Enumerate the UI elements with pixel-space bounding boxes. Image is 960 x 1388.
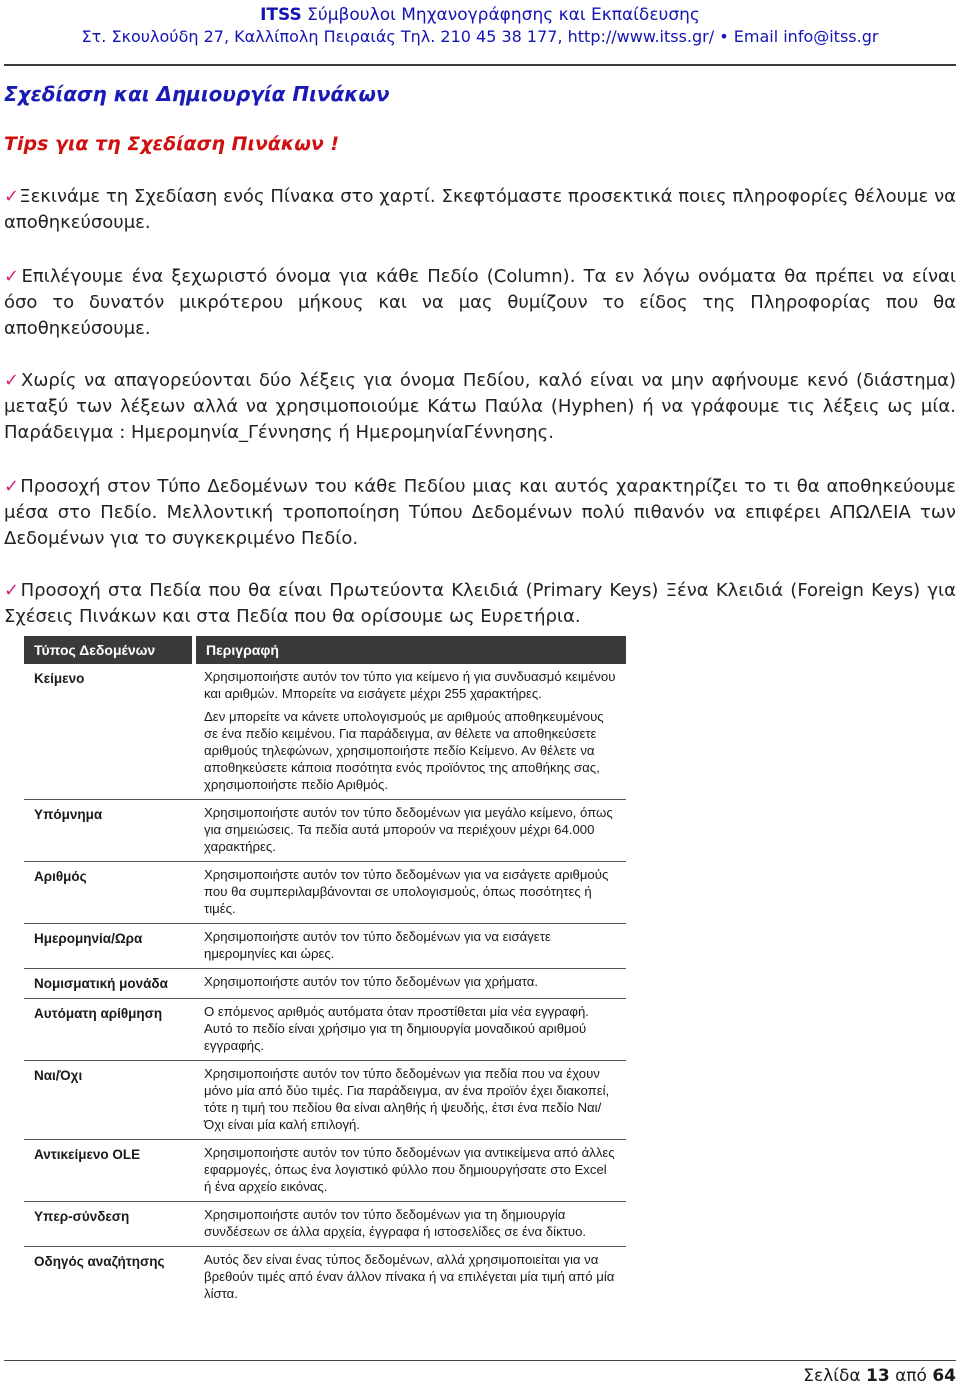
type-description bbox=[194, 1140, 626, 1202]
header-brand: ITSS bbox=[260, 5, 302, 25]
header-bullet: • bbox=[719, 27, 729, 46]
tip-paragraph bbox=[4, 368, 956, 446]
type-name: Νομισματική μονάδα bbox=[24, 969, 194, 999]
header-tagline: Σύμβουλοι Μηχανογράφησης και Εκπαίδευσης bbox=[307, 5, 700, 25]
type-description bbox=[194, 969, 626, 999]
type-description bbox=[194, 1202, 626, 1247]
section-subtitle: Tips για τη Σχεδίαση Πινάκων ! bbox=[4, 133, 340, 155]
tip-text: Χωρίς να απαγορεύονται δύο λέξεις για όνομα Πεδίου, καλό είναι να μην αφήνουμε κενό (διάστημα) μεταξύ των λέξεων αλλά να χρησιμοποιούμε Κάτω Παύλα (Hyphen) ή να γράφουμε τις λέξεις ως μία. Παράδειγμα : Ημερομηνία_Γέννησης ή ΗμερομηνίαΓέννησης. bbox=[4, 370, 956, 443]
tip-paragraph bbox=[4, 264, 956, 342]
table-row bbox=[24, 1061, 626, 1140]
type-name: Κείμενο bbox=[24, 664, 194, 800]
type-name: Υπόμνημα bbox=[24, 800, 194, 862]
column-header-type: Τύπος Δεδομένων bbox=[24, 636, 194, 664]
tip-text: Επιλέγουμε ένα ξεχωριστό όνομα για κάθε Πεδίο (Column). Τα εν λόγω ονόματα θα πρέπει να είναι όσο το δυνατόν μικρότερου μήκους και να μας θυμίζουν το είδος της Πληροφορίας που θα αποθηκεύσουμε. bbox=[4, 266, 956, 339]
type-description bbox=[194, 862, 626, 924]
table-row bbox=[24, 664, 626, 800]
type-description bbox=[194, 1061, 626, 1140]
type-name: Αντικείμενο OLE bbox=[24, 1140, 194, 1202]
checkmark-icon: ✓ bbox=[4, 580, 21, 601]
page-title: Σχεδίαση και Δημιουργία Πινάκων bbox=[4, 82, 390, 106]
header-divider bbox=[4, 64, 956, 66]
header-email[interactable]: Email info@itss.gr bbox=[733, 27, 879, 46]
footer-total-pages: 64 bbox=[932, 1366, 956, 1386]
checkmark-icon: ✓ bbox=[4, 266, 22, 287]
header-address[interactable]: Στ. Σκουλούδη 27, Καλλίπολη Πειραιάς Τηλ. 210 45 38 177, http://www.itss.gr/ bbox=[81, 27, 715, 46]
description-paragraph: Χρησιμοποιήστε αυτόν τον τύπο δεδομένων για αντικείμενα από άλλες εφαρμογές, όπως ένα λογιστικό φύλλο που δημιουργήσατε στο Excel ή ένα αρχείο εικόνας. bbox=[204, 1145, 615, 1194]
type-description bbox=[194, 800, 626, 862]
footer-page-number: 13 bbox=[866, 1366, 890, 1386]
description-paragraph: Χρησιμοποιήστε αυτόν τον τύπο δεδομένων για χρήματα. bbox=[204, 974, 539, 989]
header-contact-line bbox=[0, 26, 960, 48]
type-name: Ναι/Όχι bbox=[24, 1061, 194, 1140]
description-paragraph: Χρησιμοποιήστε αυτόν τον τύπο δεδομένων για να εισάγετε αριθμούς που θα συμπεριλαμβάνονται σε υπολογισμούς, όπως ποσότητες ή τιμές. bbox=[204, 867, 609, 916]
description-paragraph: Αυτός δεν είναι ένας τύπος δεδομένων, αλλά χρησιμοποιείται για να βρεθούν τιμές από έναν άλλον πίνακα ή να επιλέγεται μία τιμή από μία λίστα. bbox=[204, 1252, 615, 1301]
description-paragraph: Ο επόμενος αριθμός αυτόματα όταν προστίθεται μία νέα εγγραφή. Αυτό το πεδίο είναι χρήσιμο για τη δημιουργία μοναδικού αριθμού εγγραφής. bbox=[204, 1004, 589, 1053]
description-paragraph: Χρησιμοποιήστε αυτόν τον τύπο δεδομένων για τη δημιουργία συνδέσεων σε άλλα αρχεία, έγγραφα ή ιστοσελίδες σε ένα δίκτυο. bbox=[204, 1207, 587, 1239]
tip-paragraph bbox=[4, 578, 956, 630]
table-row bbox=[24, 1140, 626, 1202]
checkmark-icon: ✓ bbox=[4, 370, 22, 391]
tip-text: Ξεκινάμε τη Σχεδίαση ενός Πίνακα στο χαρτί. Σκεφτόμαστε προσεκτικά ποιες πληροφορίες θέλουμε να αποθηκεύσουμε. bbox=[4, 186, 956, 233]
footer-divider bbox=[4, 1360, 956, 1361]
table-row bbox=[24, 999, 626, 1061]
tip-paragraph bbox=[4, 474, 956, 552]
type-name: Οδηγός αναζήτησης bbox=[34, 1254, 165, 1269]
type-name: Αριθμός bbox=[24, 862, 194, 924]
type-description bbox=[194, 999, 626, 1061]
type-name: Αυτόματη αρίθμηση bbox=[24, 999, 194, 1061]
checkmark-icon: ✓ bbox=[4, 186, 20, 207]
description-paragraph: Δεν μπορείτε να κάνετε υπολογισμούς με αριθμούς αποθηκευμένους σε ένα πεδίο κειμένου. Για παράδειγμα, αν θέλετε να αποθηκεύσετε αριθμούς τηλεφώνων, χρησιμοποιήστε πεδίο Κείμενο. Αν θέλετε να αποθηκεύσετε κάποια ποσότητα ενός προϊόντος της αποθήκης σας, χρησιμοποιήστε πεδίο Αριθμός. bbox=[204, 709, 604, 792]
page-header bbox=[0, 4, 960, 48]
data-types-table bbox=[24, 636, 626, 1308]
table-row bbox=[24, 969, 626, 999]
table-row bbox=[24, 1247, 626, 1309]
description-paragraph: Χρησιμοποιήστε αυτόν τον τύπο δεδομένων για πεδία που να έχουν μόνο μία από δύο τιμές. Για παράδειγμα, αν ένα προϊόν έχει διακοπεί, τότε η τιμή του πεδίου θα είναι αληθής ή ψευδής, έτσι ένα πεδίο Ναι/Όχι είναι μία καλή επιλογή. bbox=[204, 1066, 610, 1132]
table-row bbox=[24, 862, 626, 924]
checkmark-icon: ✓ bbox=[4, 476, 21, 497]
table-row bbox=[24, 1202, 626, 1247]
description-paragraph: Χρησιμοποιήστε αυτόν τον τύπο δεδομένων για μεγάλο κείμενο, όπως για σημειώσεις. Τα πεδία αυτά μπορούν να περιέχουν μέχρι 64.000 χαρακτήρες. bbox=[204, 805, 613, 854]
type-description bbox=[194, 924, 626, 969]
header-company-line bbox=[0, 4, 960, 26]
tip-text: Προσοχή στον Τύπο Δεδομένων του κάθε Πεδίου μιας και αυτός χαρακτηρίζει το τι θα αποθηκεύουμε μέσα στο Πεδίο. Μελλοντική τροποποίηση Τύπου Δεδομένων πολύ πιθανόν να επιφέρει ΑΠΩΛΕΙΑ των Δεδομένων για το συγκεκριμένο Πεδίο. bbox=[4, 476, 956, 549]
footer-of-label: από bbox=[895, 1366, 927, 1386]
footer-page-label: Σελίδα bbox=[803, 1366, 861, 1386]
type-description bbox=[194, 664, 626, 800]
type-name: Ημερομηνία/Ωρα bbox=[24, 924, 194, 969]
table-row bbox=[24, 924, 626, 969]
tip-paragraph bbox=[4, 184, 956, 236]
description-paragraph: Χρησιμοποιήστε αυτόν τον τύπο δεδομένων για να εισάγετε ημερομηνίες και ώρες. bbox=[204, 929, 551, 961]
table-header-row bbox=[24, 636, 626, 664]
column-header-description: Περιγραφή bbox=[194, 636, 626, 664]
type-description bbox=[194, 1247, 626, 1309]
description-paragraph: Χρησιμοποιήστε αυτόν τον τύπο για κείμενο ή για συνδυασμό κειμένου και αριθμών. Μπορείτε να εισάγετε μέχρι 255 χαρακτήρες. bbox=[204, 669, 616, 701]
type-name: Υπερ-σύνδεση bbox=[24, 1202, 194, 1247]
table-row bbox=[24, 800, 626, 862]
tip-text: Προσοχή στα Πεδία που θα είναι Πρωτεύοντα Κλειδιά (Primary Keys) Ξένα Κλειδιά (Foreign Keys) για Σχέσεις Πινάκων και στα Πεδία που θα ορίσουμε ως Ευρετήρια. bbox=[4, 580, 956, 627]
page-footer bbox=[803, 1366, 956, 1386]
